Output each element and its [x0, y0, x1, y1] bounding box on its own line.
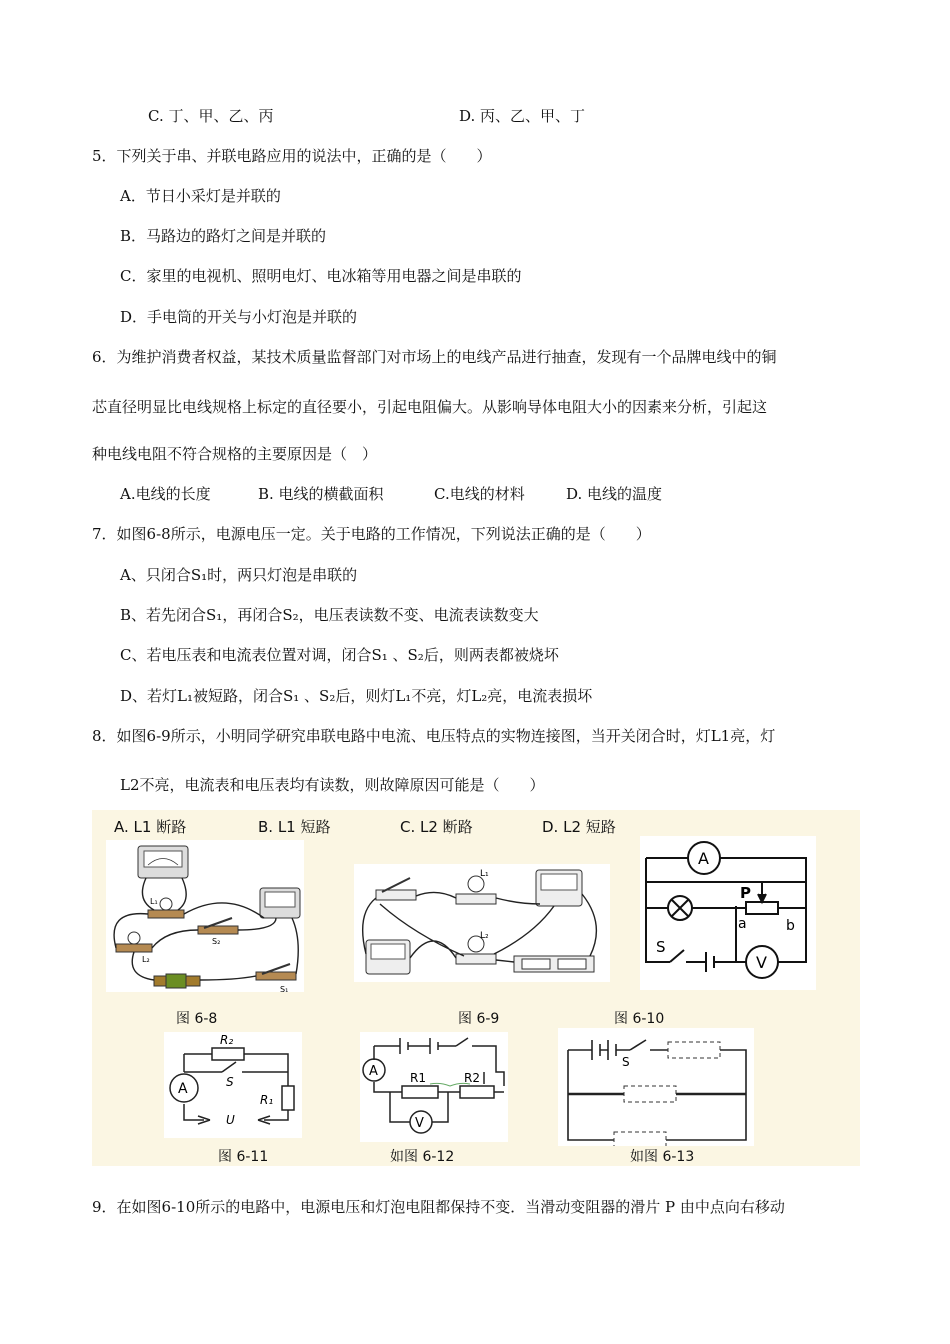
- label-voltmeter-612: V: [415, 1116, 424, 1131]
- q7-option-c: C、若电压表和电流表位置对调，闭合S₁ 、S₂后，则两表都被烧坏: [120, 646, 559, 664]
- q5-stem: 5．下列关于串、并联电路应用的说法中，正确的是（ ）: [92, 147, 492, 165]
- caption-6-8: 图 6-8: [176, 1011, 218, 1027]
- q6-option-a: A.电线的长度: [120, 485, 211, 503]
- q7-option-d: D、若灯L₁被短路，闭合S₁ 、S₂后，则灯L₁不亮，灯L₂亮，电流表损坏: [120, 687, 593, 705]
- q5-option-a: A．节日小采灯是并联的: [120, 187, 281, 205]
- q7-option-a: A、只闭合S₁时，两只灯泡是串联的: [120, 566, 358, 584]
- label-ammeter-610: A: [698, 849, 709, 868]
- label-s-611: S: [226, 1075, 234, 1089]
- label-r1-611: R₁: [260, 1093, 274, 1107]
- q6-option-d: D. 电线的温度: [566, 485, 663, 503]
- label-s-610: S: [656, 938, 666, 956]
- label-ammeter-611: A: [178, 1081, 188, 1097]
- label-l2: L₂: [142, 955, 150, 964]
- q6-option-b: B. 电线的横截面积: [258, 485, 384, 503]
- caption-6-13: 如图 6-13: [630, 1149, 695, 1165]
- figure-6-13: [558, 1028, 754, 1146]
- q8-stem-line2: L2不亮，电流表和电压表均有读数，则故障原因可能是（ ）: [120, 776, 545, 794]
- q7-stem: 7．如图6-8所示，电源电压一定。关于电路的工作情况，下列说法正确的是（ ）: [92, 525, 651, 543]
- q6-option-c: C.电线的材料: [434, 485, 525, 503]
- figure-6-10: [640, 836, 816, 990]
- label-l2-69: L₂: [480, 931, 489, 941]
- label-ammeter-612: A: [369, 1064, 378, 1079]
- label-l1: L₁: [150, 897, 158, 906]
- label-b: b: [786, 918, 795, 934]
- label-a: a: [738, 916, 747, 932]
- caption-6-10: 图 6-10: [614, 1011, 665, 1027]
- q6-stem-line1: 6．为维护消费者权益，某技术质量监督部门对市场上的电线产品进行抽查，发现有一个品牌电线中的铜: [92, 348, 777, 366]
- q9-stem-line1: 9．在如图6-10所示的电路中，电源电压和灯泡电阻都保持不变．当滑动变阻器的滑片 P 由中点向右移动: [92, 1198, 785, 1216]
- label-u: U: [226, 1113, 235, 1127]
- figure-6-11: [164, 1032, 302, 1138]
- q6-stem-line2: 芯直径明显比电线规格上标定的直径要小，引起电阻偏大。从影响导体电阻大小的因素来分析，引起这: [92, 398, 768, 416]
- figure-6-12: [360, 1032, 508, 1142]
- caption-6-9: 图 6-9: [458, 1011, 500, 1027]
- label-s-613: S: [622, 1055, 630, 1069]
- label-s1: S₁: [280, 985, 289, 992]
- q5-option-c: C．家里的电视机、照明电灯、电冰箱等用电器之间是串联的: [120, 267, 522, 285]
- label-l1-69: L₁: [480, 869, 489, 879]
- q6-stem-line3: 种电线电阻不符合规格的主要原因是（ ）: [92, 445, 378, 463]
- caption-6-12: 如图 6-12: [390, 1149, 455, 1165]
- label-voltmeter-610: V: [756, 953, 767, 972]
- q5-option-d: D．手电筒的开关与小灯泡是并联的: [120, 308, 358, 326]
- label-p: P: [740, 884, 751, 902]
- label-r2-612: R2: [464, 1071, 480, 1085]
- figure-6-9: [354, 864, 610, 982]
- q8-option-a: A. L1 断路: [114, 818, 187, 836]
- q8-option-b: B. L1 短路: [258, 818, 331, 836]
- caption-6-11: 图 6-11: [218, 1149, 269, 1165]
- q8-stem-line1: 8．如图6-9所示，小明同学研究串联电路中电流、电压特点的实物连接图，当开关闭合时，灯L1亮，灯: [92, 727, 776, 745]
- label-r2-611: R₂: [220, 1033, 234, 1047]
- figures-panel: [92, 810, 860, 1166]
- q4-option-d: D. 丙、乙、甲、丁: [459, 107, 586, 125]
- label-s2: S₂: [212, 937, 221, 946]
- q4-option-c: C. 丁、甲、乙、丙: [148, 107, 274, 125]
- label-r1-612: R1: [410, 1071, 426, 1085]
- q8-option-c: C. L2 断路: [400, 818, 473, 836]
- q5-option-b: B．马路边的路灯之间是并联的: [120, 227, 327, 245]
- q8-option-d: D. L2 短路: [542, 818, 616, 836]
- figure-6-8: [106, 840, 304, 992]
- q7-option-b: B、若先闭合S₁，再闭合S₂，电压表读数不变、电流表读数变大: [120, 606, 539, 624]
